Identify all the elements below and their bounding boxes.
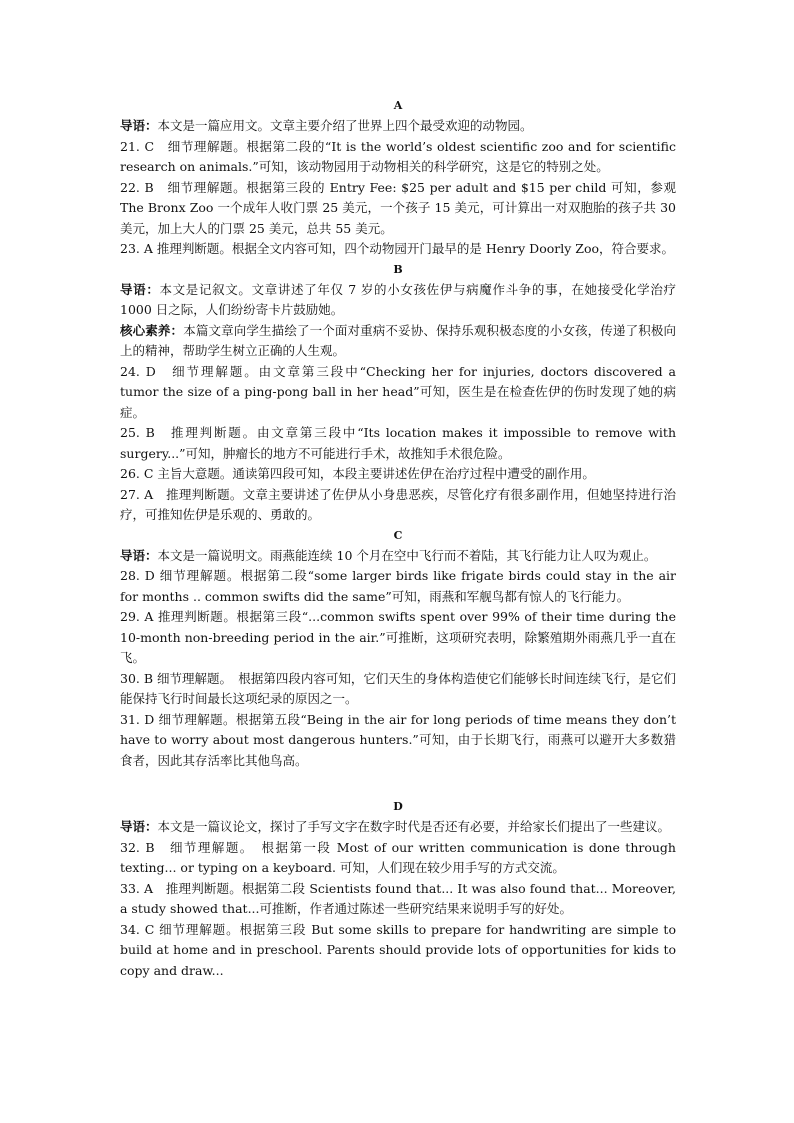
intro-label: 导语：: [120, 118, 158, 133]
section-d-intro: [120, 817, 676, 838]
core-literacy-label: 核心素养：: [120, 322, 184, 338]
spacer: [120, 771, 676, 797]
section-d-heading: D: [393, 800, 403, 813]
intro-label: 导语：: [120, 281, 160, 297]
answer-item: 27. A 推理判断题。文章主要讲述了佐伊从小身患恶疾，尽管化疗有很多副作用，但她坚持进行治疗，可推知佐伊是乐观的、勇敢的。: [120, 486, 676, 522]
answer-item: 23. A 推理判断题。根据全文内容可知，四个动物园开门最早的是 Henry Doorly Zoo，符合要求。: [120, 241, 675, 256]
section-a-heading: A: [393, 99, 403, 112]
answer-item: 29. A 推理判断题。根据第三段“...common swifts spent over 99% of their time during the 10-month non-breeding period in the air.”可推断，这项研究表明，除繁殖期外雨燕几乎一直在飞。: [120, 609, 676, 665]
section-a-intro: [120, 116, 676, 137]
answer-item: 30. B 细节理解题。 根据第四段内容可知，它们天生的身体构造使它们能够长时间连续飞行，是它们能保持飞行时间最长这项纪录的原因之一。: [120, 670, 676, 706]
section-b-core-literacy: [120, 321, 676, 362]
answer-item: 24. D 细节理解题。由文章第三段中“Checking her for injuries, doctors discovered a tumor the size of a ping-pong ball in her head”可知，医生是在检查佐伊的伤时发现了她的病症。: [120, 363, 676, 420]
section-b-intro: [120, 280, 676, 321]
answer-item: 31. D 细节理解题。根据第五段“Being in the air for long periods of time means they don’t have to worry about most dangerous hunters.”可知，由于长期飞行，雨燕可以避开大多数猎食者，因此其存活率比其他鸟高。: [120, 711, 676, 768]
section-c-intro: [120, 546, 676, 567]
intro-label: 导语：: [120, 819, 158, 834]
section-c-heading: C: [393, 528, 403, 542]
intro-text: 本文是记叙文。文章讲述了年仅 7 岁的小女孩佐伊与病魔作斗争的事，在她接受化学治疗 1000 日之际，人们纷纷寄卡片鼓励她。: [120, 281, 676, 317]
answer-item: 21. C 细节理解题。根据第二段的“It is the world’s oldest scientific zoo and for scientific research on animals.”可知，该动物园用于动物相关的科学研究，这是它的特别之处。: [120, 138, 676, 174]
answer-item: 28. D 细节理解题。根据第二段“some larger birds like frigate birds could stay in the air for months .. common swifts did the same”可知，雨燕和军舰鸟都有惊人的飞行能力。: [120, 568, 676, 604]
answer-item: 32. B 细节理解题。 根据第一段 Most of our written communication is done through texting... or typing on a keyboard. 可知，人们现在较少用手写的方式交流。: [120, 839, 676, 875]
answer-item: 26. C 主旨大意题。通读第四段可知，本段主要讲述佐伊在治疗过程中遭受的副作用。: [120, 466, 595, 481]
answer-item: 22. B 细节理解题。根据第三段的 Entry Fee: $25 per adult and $15 per child 可知，参观 The Bronx Zoo 一个成年人收门票 25 美元，一个孩子 15 美元，可计算出一对双胞胎的孩子共 30 美元，加上大人的门票 25 美元，总共 55 美元。: [120, 179, 676, 236]
answer-item: 25. B 推理判断题。由文章第三段中“Its location makes it impossible to remove with surgery...”可知，肿瘤长的地方不可能进行手术，故推知手术很危险。: [120, 425, 676, 461]
answer-key-page: [120, 96, 676, 981]
answer-item: 34. C 细节理解题。根据第三段 But some skills to prepare for handwriting are simple to build at home and in preschool. Parents should provide lots of opportunities for kids to copy and draw...: [120, 921, 676, 978]
intro-text: 本文是一篇应用文。文章主要介绍了世界上四个最受欢迎的动物园。: [157, 118, 533, 133]
core-literacy-text: 本篇文章向学生描绘了一个面对重病不妥协、保持乐观积极态度的小女孩，传递了积极向上的精神，帮助学生树立正确的人生观。: [120, 322, 676, 358]
intro-text: 本文是一篇议论文，探讨了手写文字在数字时代是否还有必要，并给家长们提出了一些建议。: [157, 819, 671, 834]
section-b-heading: B: [393, 262, 403, 276]
intro-text: 本文是一篇说明文。雨燕能连续 10 个月在空中飞行而不着陆，其飞行能力让人叹为观止。: [157, 547, 657, 563]
answer-item: 33. A 推理判断题。根据第二段 Scientists found that... It was also found that... Moreover, a study showed that...可推断，作者通过陈述一些研究结果来说明手写的好处。: [120, 880, 676, 916]
intro-label: 导语：: [120, 547, 158, 563]
